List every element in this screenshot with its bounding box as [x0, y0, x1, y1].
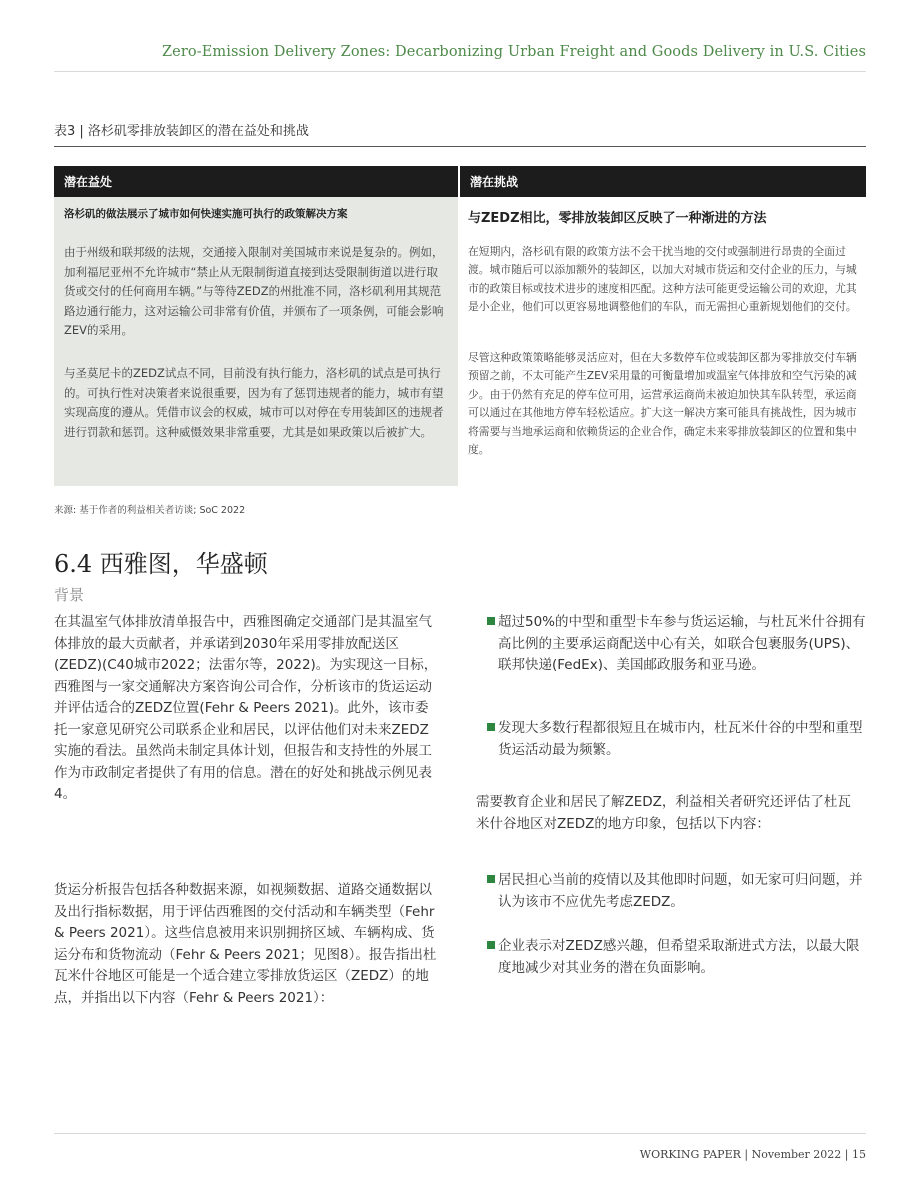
header-divider: [54, 71, 866, 72]
benefits-paragraph-2: 与圣莫尼卡的ZEDZ试点不同，目前没有执行能力，洛杉矶的试点是可执行的。可执行性对决策者来说很重要，因为有了惩罚违规者的能力，城市有望实现高度的遵从。凭借市议会的权威，城市可以对停在专用装卸区的违规者进行罚款和惩罚。这种威慑效果非常重要，尤其是如果政策以后被扩大。: [64, 366, 444, 439]
body-paragraph-3: 需要教育企业和居民了解ZEDZ，利益相关者研究还评估了杜瓦米什谷地区对ZEDZ的地方印象，包括以下内容：: [476, 794, 851, 832]
table-caption: 表3 | 洛杉矶零排放装卸区的潜在益处和挑战: [54, 124, 309, 139]
benefits-subheader: 洛杉矶的做法展示了城市如何快速实施可执行的政策解决方案: [64, 208, 348, 220]
list-item: 超过50%的中型和重型卡车参与货运运输，与杜瓦米什谷拥有高比例的主要承运商配送中心有关，如联合包裹服务(UPS)、联邦快递(FedEx)、美国邮政服务和亚马逊。: [487, 612, 868, 677]
challenges-subheader: 与ZEDZ相比，零排放装卸区反映了一种渐进的方法: [468, 211, 767, 226]
challenges-paragraph-1: 在短期内，洛杉矶有限的政策方法不会干扰当地的交付或强制进行昂贵的全面过渡。城市随后可以添加额外的装卸区，以加大对城市货运和交付企业的压力，与城市的政策目标或技术进步的速度相匹配。这种方法可能更受运输公司的欢迎，尤其是小企业，他们可以更容易地调整他们的车队，而无需担心重新规划他们的交付。: [468, 245, 857, 314]
bullet-square-icon: [487, 875, 495, 883]
list-item: 企业表示对ZEDZ感兴趣，但希望采取渐进式方法，以最大限度地减少对其业务的潜在负面影响。: [487, 936, 868, 979]
bullet-square-icon: [487, 723, 495, 731]
challenges-header: 潜在挑战: [460, 166, 866, 197]
body-paragraph-2: 货运分析报告包括各种数据来源，如视频数据、道路交通数据以及出行指标数据，用于评估西雅图的交付活动和车辆类型（Fehr & Peers 2021）。这些信息被用来识别拥挤区域、车辆构成、货运分布和货物流动（Fehr & Peers 2021；见图8）。报告指出杜瓦米什谷地区可能是一个适合建立零排放货运区（ZEDZ）的地点，并指出以下内容（Fehr & Peers 2021）：: [54, 882, 437, 1006]
challenges-paragraph-2: 尽管这种政策策略能够灵活应对，但在大多数停车位或装卸区都为零排放交付车辆预留之前，不太可能产生ZEV采用量的可衡量增加或温室气体排放和空气污染的减少。由于仍然有充足的停车位可用，运营承运商尚未被迫加快其车队转型，承运商可以通过在其他地方停车轻松适应。扩大这一解决方案可能具有挑战性，因为城市将需要与当地承运商和依赖货运的企业合作，确定未来零排放装卸区的位置和集中度。: [468, 351, 857, 457]
challenges-column: [460, 166, 866, 486]
page-footer: WORKING PAPER | November 2022 | 15: [639, 1148, 866, 1161]
benefits-column: [54, 166, 458, 486]
benefits-header: 潜在益处: [54, 166, 458, 197]
section-heading: 6.4 西雅图，华盛顿: [54, 550, 268, 578]
list-item: 居民担心当前的疫情以及其他即时问题，如无家可归问题，并认为该市不应优先考虑ZEDZ。: [487, 870, 868, 913]
footer-divider: [54, 1133, 866, 1134]
bullet-square-icon: [487, 941, 495, 949]
body-paragraph-1: 在其温室气体排放清单报告中，西雅图确定交通部门是其温室气体排放的最大贡献者，并承诺到2030年采用零排放配送区(ZEDZ)(C40城市2022；法雷尔等，2022)。为实现这一目标，西雅图与一家交通解决方案咨询公司合作，分析该市的货运运动并评估适合的ZEDZ位置(Fehr & Peers 2021)。此外，该市委托一家意见研究公司联系企业和居民，以评估他们对未来ZEDZ实施的看法。虽然尚未制定具体计划，但报告和支持性的外展工作为市政制定者提供了有用的信息。潜在的好处和挑战示例见表4。: [54, 614, 438, 802]
table-source: 来源: 基于作者的利益相关者访谈; SoC 2022: [54, 505, 246, 516]
bullet-square-icon: [487, 617, 495, 625]
benefits-paragraph-1: 由于州级和联邦级的法规，交通接入限制对美国城市来说是复杂的。例如，加利福尼亚州不允许城市“禁止从无限制街道直接到达受限制街道以进行取货或交付的任何商用车辆。”与等待ZEDZ的州批准不同，洛杉矶利用其规范路边通行能力，这对运输公司非常有价值，并颁布了一项条例，可能会影响ZEV的采用。: [64, 245, 444, 337]
caption-divider: [54, 146, 866, 147]
running-header: Zero-Emission Delivery Zones: Decarbonizing Urban Freight and Goods Delivery in U.S. Cities: [162, 44, 866, 60]
benefits-challenges-table: [54, 166, 866, 486]
list-item: 发现大多数行程都很短且在城市内，杜瓦米什谷的中型和重型货运活动最为频繁。: [487, 718, 868, 761]
section-subheading: 背景: [54, 586, 85, 604]
